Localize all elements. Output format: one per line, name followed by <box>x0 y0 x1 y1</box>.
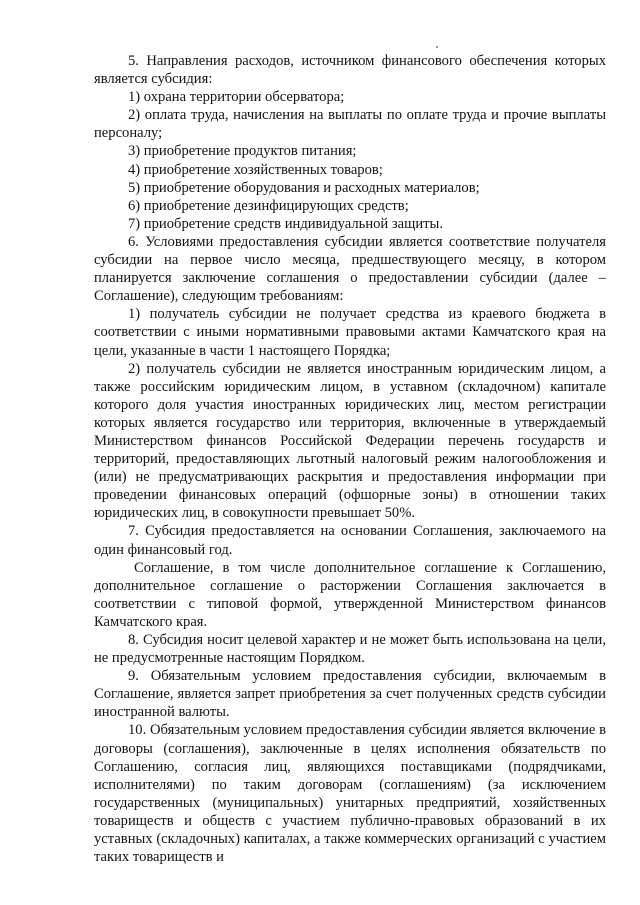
list-item: 1) получатель субсидии не получает средства из краевого бюджета в соответствии с иными нормативными правовыми актами Камчатского края на цели, указанные в части 1 настоящего Порядка; <box>94 306 606 359</box>
paragraph: 8. Субсидия носит целевой характер и не может быть использована на цели, не предусмотренные настоящим Порядком. <box>94 632 606 667</box>
list-item: 3) приобретение продуктов питания; <box>128 143 357 160</box>
paragraph: 6. Условиями предоставления субсидии является соответствие получателя субсидии на первое число месяца, предшествующего месяцу, в котором планируется заключение соглашения о предоставлении субсидии (далее – Соглашение), следующим требованиям: <box>94 233 606 305</box>
paragraph: 10. Обязательным условием предоставления субсидии является включение в договоры (соглашения), заключенные в целях исполнения обязательств по Соглашению, согласия лиц, являющихся поставщиками (подрядчиками, исполнителями) по таким договорам (соглашениям) (за исключением государственных (муниципальных) унитарных предприятий, хозяйственных товариществ и обществ с участием публично-правовых образований в их уставных (складочных) капиталах, а также коммерческих организаций с участием таких товариществ и <box>94 722 606 866</box>
list-item: 4) приобретение хозяйственных товаров; <box>128 161 383 178</box>
list-item: 6) приобретение дезинфицирующих средств; <box>128 197 409 214</box>
list-item: 2) оплата труда, начисления на выплаты по оплате труда и прочие выплаты персоналу; <box>94 107 606 142</box>
paragraph: 9. Обязательным условием предоставления субсидии, включаемым в Соглашение, является запрет приобретения за счет полученных средств субсидии иностранной валюты. <box>94 668 606 721</box>
scan-speck <box>436 46 438 48</box>
list-item: 1) охрана территории обсерватора; <box>128 89 345 106</box>
list-item: 7) приобретение средств индивидуальной защиты. <box>128 215 444 232</box>
paragraph: 7. Субсидия предоставляется на основании Соглашения, заключаемого на один финансовый год. <box>94 523 606 558</box>
list-item: 5) приобретение оборудования и расходных материалов; <box>128 179 480 196</box>
paragraph: 5. Направления расходов, источником финансового обеспечения которых является субсидия: <box>94 53 606 88</box>
list-item: 2) получатель субсидии не является иностранным юридическим лицом, а также российским юридическим лицом, в уставном (складочном) капитале которого доля участия иностранных юридических лиц, местом регистрации которых является государство или территория, включенные в утверждаемый Министерством финансов Российской Федерации перечень государств и территорий, предоставляющих льготный налоговый режим налогообложения и (или) не предусматривающих раскрытия и предоставления информации при проведении финансовых операций (офшорные зоны) в отношении таких юридических лиц, в совокупности превышает 50%. <box>94 360 606 522</box>
paragraph: Соглашение, в том числе дополнительное соглашение к Соглашению, дополнительное соглашение о расторжении Соглашения заключается в соответствии с типовой формой, утвержденной Министерством финансов Камчатского края. <box>94 559 606 630</box>
document-body <box>94 52 606 866</box>
